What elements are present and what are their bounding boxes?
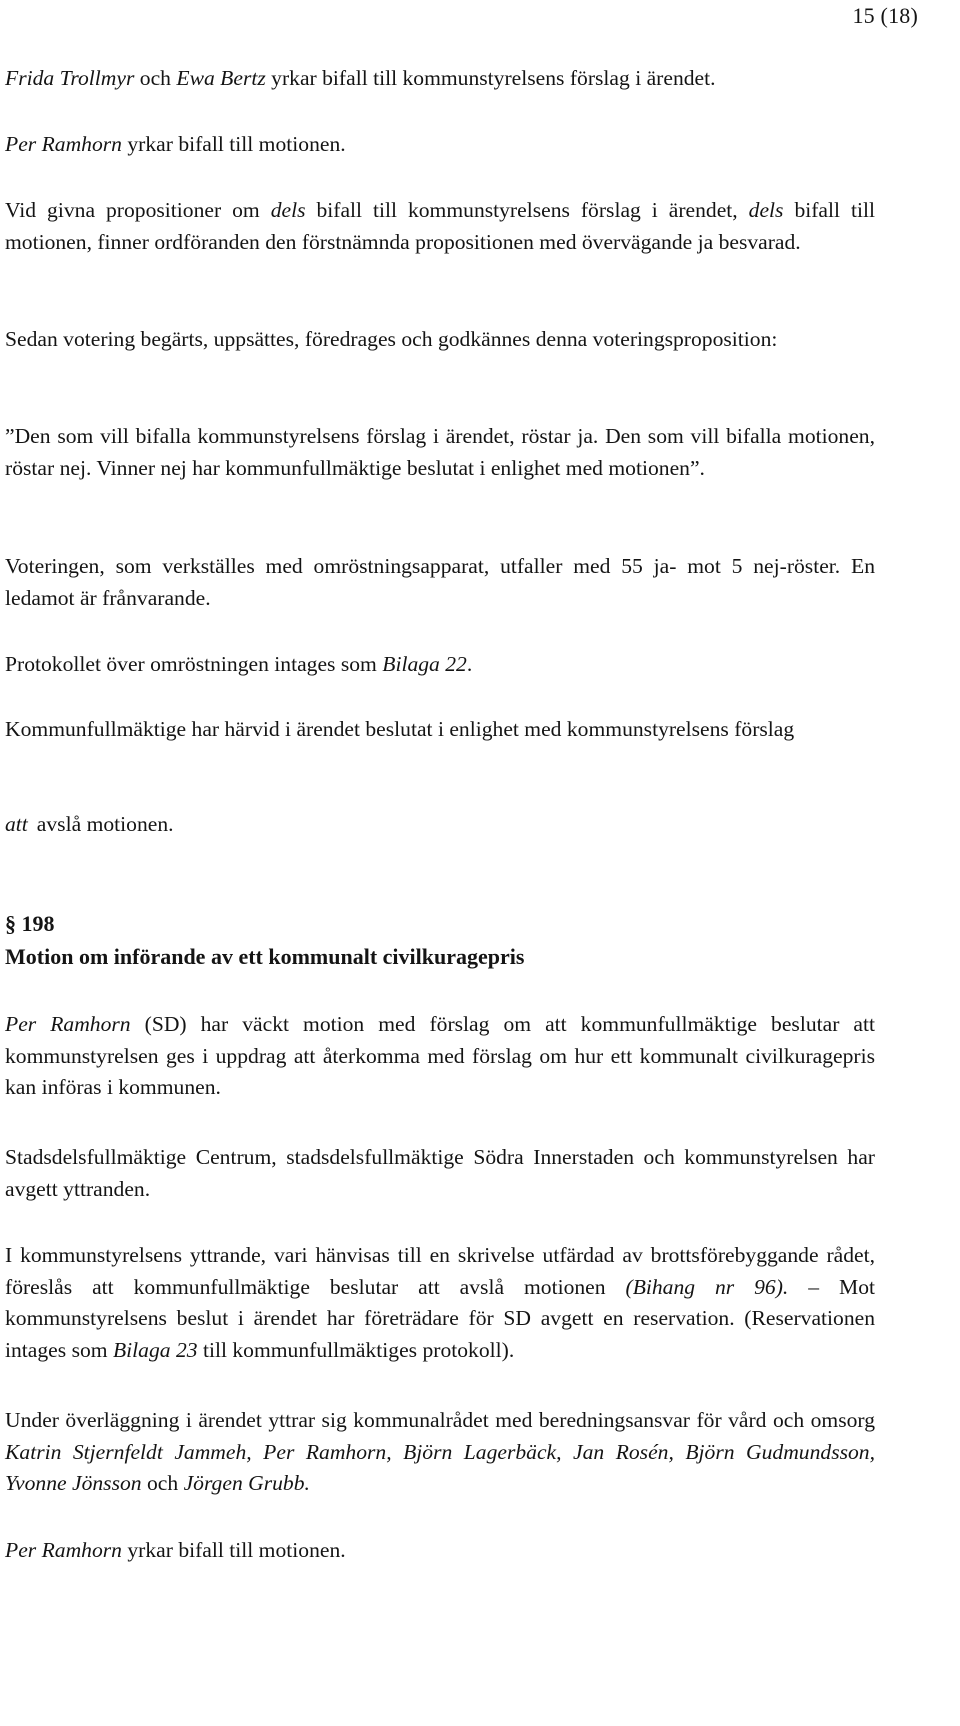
attachment-reference: Bilaga 23: [112, 1337, 198, 1362]
conjunction: och: [139, 66, 171, 90]
person-name: Per Ramhorn: [5, 132, 122, 156]
paragraph-text: I kommunstyrelsens yttrande, vari hänvisas till en skrivelse utfärdad av brottsförebyggande rådet, föreslås att kommunfullmäktige beslutar att avslå motionen: [5, 1243, 875, 1299]
paragraph-overlaggning: [5, 1405, 875, 1500]
paragraph-voteringsproposition: ”Den som vill bifalla kommunstyrelsens förslag i ärendet, röstar ja. Den som vill bifalla motionen, röstar nej. Vinner nej har kommunfullmäktige beslutat i enlighet med motionen”.: [5, 424, 875, 480]
paragraph-text: till kommunfullmäktiges protokoll).: [202, 1337, 515, 1362]
paragraph-bifall-kommunstyrelsen: [5, 63, 875, 95]
paragraph-text: (SD) har väckt motion med förslag om att kommunfullmäktige beslutar att kommunstyrelsen ges i uppdrag att återkomma med förslag om hur ett kommunalt civilkuragepris kan införas i kommunen.: [5, 1012, 875, 1099]
paragraph-yttranden: Stadsdelsfullmäktige Centrum, stadsdelsfullmäktige Södra Innerstaden och kommunstyrelsen har avgett yttranden.: [5, 1145, 875, 1201]
person-name: Per Ramhorn: [5, 1012, 131, 1036]
conjunction: och: [146, 1471, 179, 1495]
emphasis: dels: [270, 198, 306, 222]
section-symbol: §: [5, 911, 16, 936]
paragraph-text: Vid givna propositioner om: [5, 198, 260, 222]
paragraph-propositioner: [5, 195, 875, 258]
section-number: [5, 911, 55, 937]
att-clause: [5, 812, 174, 837]
paragraph-motion: [5, 1009, 875, 1104]
paragraph-voteringsresultat: Voteringen, som verkställes med omröstningsapparat, utfaller med 55 ja- mot 5 nej-röster. En ledamot är frånvarande.: [5, 554, 875, 610]
paragraph-text: yrkar bifall till motionen.: [127, 1538, 346, 1562]
paragraph-votering: Sedan votering begärts, uppsättes, föredrages och godkännes denna voteringsproposition:: [5, 327, 778, 351]
person-name: Frida Trollmyr: [5, 66, 135, 90]
paragraph-bifall-motionen-2: [5, 1535, 875, 1567]
att-text: avslå motionen.: [36, 812, 174, 836]
paragraph-kommunstyrelsens-yttrande: [5, 1240, 875, 1366]
attachment-reference: (Bihang nr 96).: [625, 1274, 789, 1299]
paragraph-text: Protokollet över omröstningen intages som: [5, 652, 377, 676]
att-keyword: att: [5, 812, 28, 836]
paragraph-text: – Mot kommunstyrelsens beslut i ärendet har företrädare för SD avgett en reservation. (Reservationen intages som: [5, 1274, 875, 1362]
attachment-reference: Bilaga 22: [382, 652, 467, 676]
emphasis: dels: [748, 198, 784, 222]
paragraph-bifall-motionen: [5, 129, 875, 161]
paragraph-text: yrkar bifall till kommunstyrelsens förslag i ärendet.: [271, 66, 716, 90]
section-number-value: 198: [21, 911, 55, 936]
paragraph-text: yrkar bifall till motionen.: [127, 132, 346, 156]
paragraph-protokoll: [5, 649, 875, 681]
section-title: Motion om införande av ett kommunalt civilkuragepris: [5, 944, 525, 969]
person-name: Per Ramhorn: [5, 1538, 122, 1562]
paragraph-beslut: Kommunfullmäktige har härvid i ärendet beslutat i enlighet med kommunstyrelsens förslag: [5, 717, 795, 741]
person-name: Ewa Bertz: [176, 66, 266, 90]
paragraph-text: bifall till kommunstyrelsens förslag i ärendet,: [316, 198, 738, 222]
speaker-names: Katrin Stjernfeldt Jammeh, Per Ramhorn, Björn Lagerbäck, Jan Rosén, Björn Gudmundsson, Yvonne Jönsson: [5, 1439, 875, 1495]
paragraph-text: Under överläggning i ärendet yttrar sig kommunalrådet med beredningsansvar för vård och omsorg: [5, 1408, 875, 1432]
person-name: Jörgen Grubb.: [183, 1471, 310, 1495]
paragraph-text: bifall till motionen, finner ordföranden den förstnämnda propositionen med övervägande ja besvarad.: [5, 198, 875, 254]
punctuation: .: [466, 652, 473, 676]
page-number: 15 (18): [852, 3, 918, 28]
